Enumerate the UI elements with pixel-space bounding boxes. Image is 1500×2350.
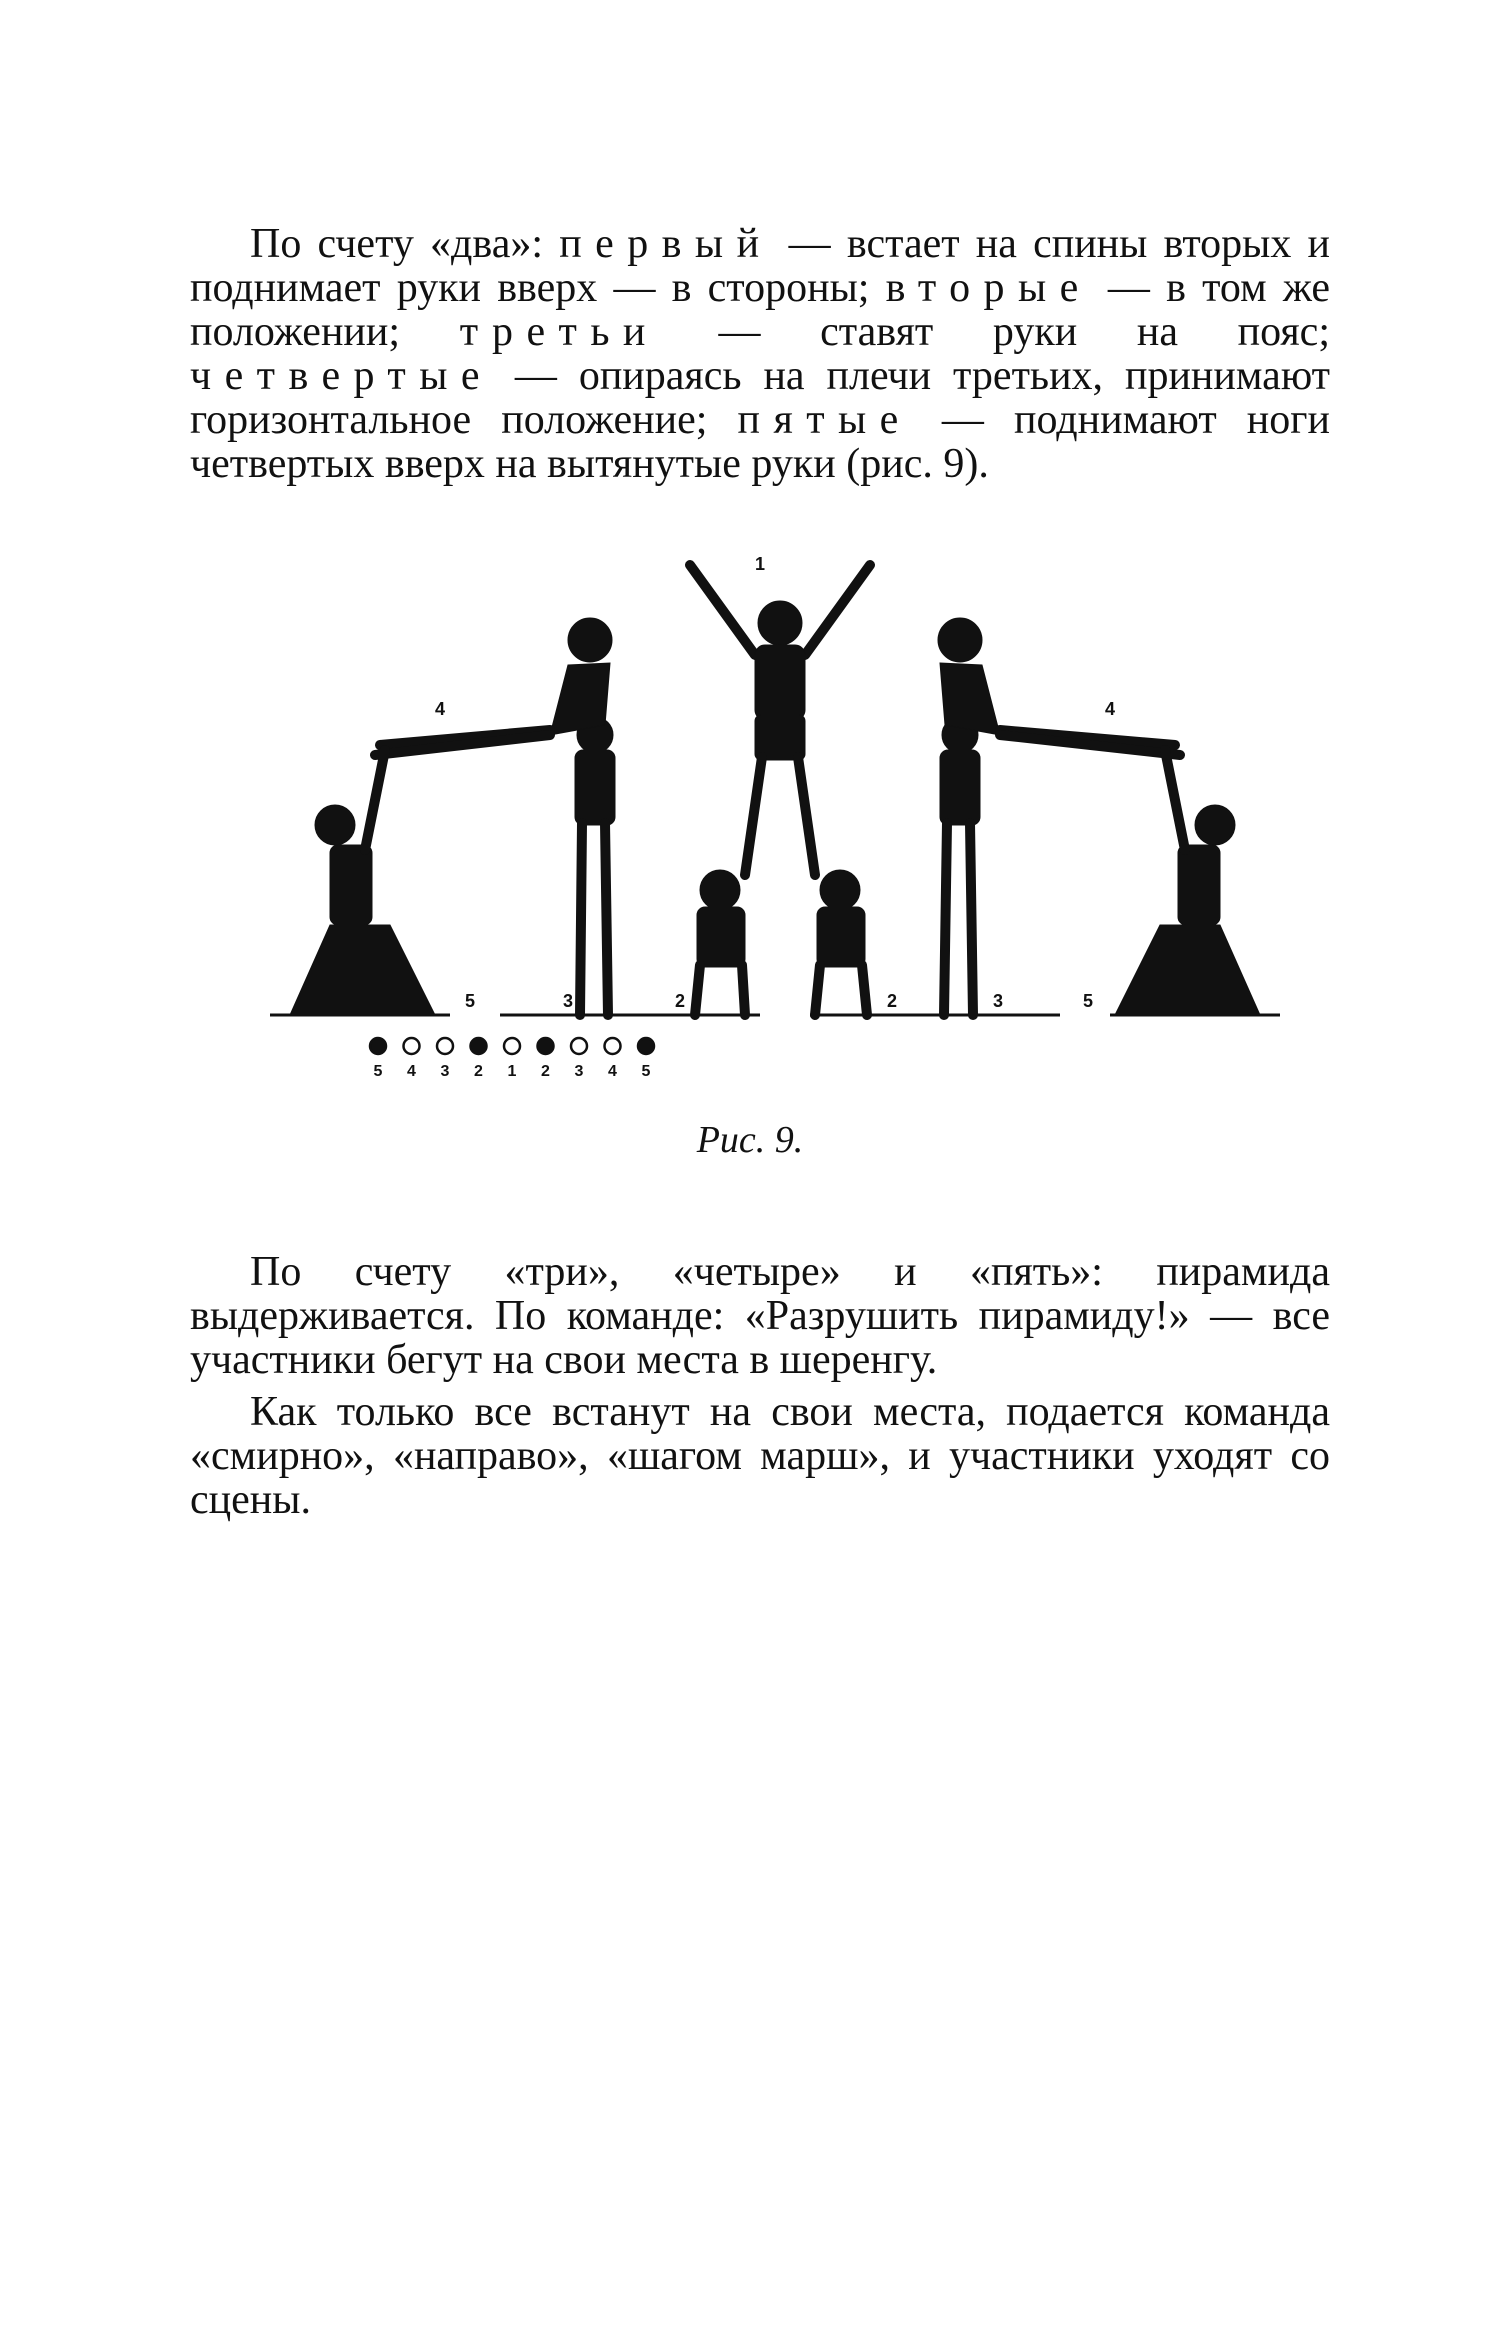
paragraph-1 (190, 222, 1330, 486)
position-marker-label: 1 (507, 1063, 517, 1080)
p1-text-2: — в том же положении; (190, 265, 1330, 355)
p1-word-fourth: четвертые (190, 353, 493, 399)
label-top-1: 1 (754, 554, 766, 574)
label-right-5: 5 (1082, 991, 1094, 1011)
position-markers (370, 1038, 654, 1080)
figure-caption: Рис. 9. (696, 1119, 804, 1161)
position-marker (605, 1038, 621, 1054)
paragraph-3 (190, 1390, 1330, 1522)
third-performers-figure (575, 717, 980, 1015)
position-marker-label: 5 (641, 1063, 651, 1080)
label-left-4: 4 (434, 699, 446, 719)
p1-text-4: — опираясь на плечи третьих, принимают горизонтальное положение; (190, 353, 1330, 443)
p1-word-second: вторые (885, 265, 1092, 311)
p1-word-first: первый (559, 221, 773, 267)
p1-word-fifth: пятые (737, 397, 912, 443)
position-marker (538, 1038, 554, 1054)
p1-text-3: — ставят руки на пояс; (658, 309, 1330, 355)
label-right-3: 3 (992, 991, 1004, 1011)
position-marker-label: 5 (373, 1063, 383, 1080)
position-marker (404, 1038, 420, 1054)
p1-lead: По счету «два»: (250, 221, 560, 267)
position-marker-label: 4 (407, 1063, 416, 1080)
top-performer-figure (690, 565, 870, 875)
paragraph-3-text: Как только все встанут на свои места, подается команда «смирно», «направо», «шагом марш», и участники уходят со сцены. (190, 1389, 1330, 1523)
position-marker-label: 3 (574, 1063, 584, 1080)
position-marker (437, 1038, 453, 1054)
position-marker (638, 1038, 654, 1054)
pyramid-illustration (250, 545, 1300, 1100)
p1-word-third: третьи (459, 309, 659, 355)
label-right-2: 2 (886, 991, 898, 1011)
position-marker-label: 4 (608, 1063, 617, 1080)
position-marker (370, 1038, 386, 1054)
fifth-performers-figure (290, 750, 1260, 1015)
paragraph-2-text: По счету «три», «четыре» и «пять»: пирамида выдерживается. По команде: «Разрушить пирамиду!» — все участники бегут на свои места в шеренгу. (190, 1249, 1330, 1383)
paragraph-1-text (190, 222, 1330, 486)
pyramid-figure (250, 545, 1300, 1100)
paragraph-2 (190, 1250, 1330, 1382)
position-marker (504, 1038, 520, 1054)
p1-text-1: — встает на спины вторых и поднимает руки вверх — в стороны; (190, 221, 1331, 311)
position-marker (471, 1038, 487, 1054)
position-marker-label: 3 (440, 1063, 450, 1080)
label-left-2: 2 (674, 991, 686, 1011)
label-right-4: 4 (1104, 699, 1116, 719)
position-marker-label: 2 (474, 1063, 483, 1080)
label-left-5: 5 (464, 991, 476, 1011)
second-performers-figure (695, 870, 867, 1015)
p1-text-5: — поднимают ноги четвертых вверх на вытянутые руки (рис. 9). (190, 397, 1330, 487)
label-left-3: 3 (562, 991, 574, 1011)
position-marker-label: 2 (541, 1063, 550, 1080)
position-marker (571, 1038, 587, 1054)
